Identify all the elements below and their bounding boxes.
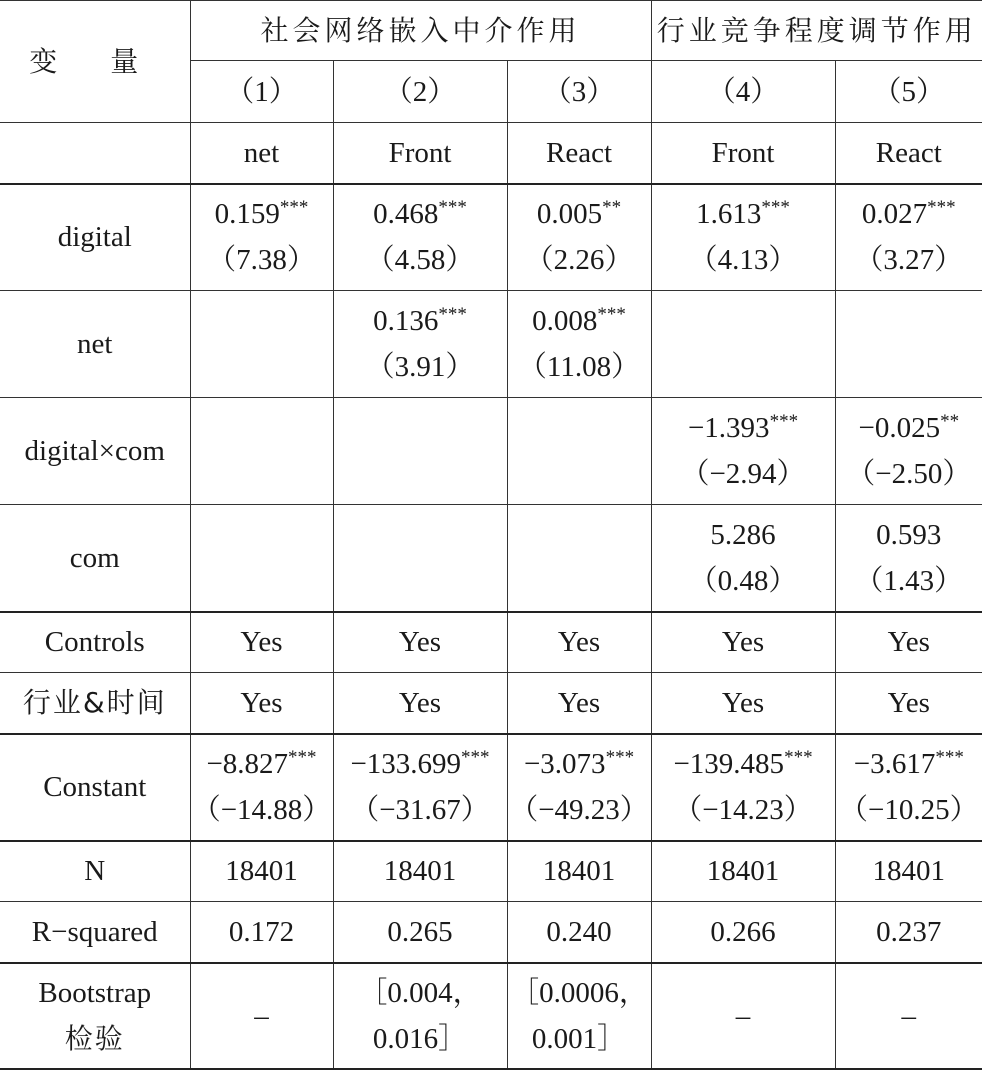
coef-cell (190, 184, 333, 291)
yes-cell: Yes (651, 612, 835, 673)
t-stat: （3.27） (854, 244, 964, 277)
stat-cell: 18401 (333, 841, 507, 902)
bootstrap-cell (651, 963, 835, 1069)
significance-stars: *** (438, 304, 467, 325)
significance-stars: ** (602, 197, 622, 219)
coef-value: 0.159 (214, 198, 280, 231)
dep-var: Front (333, 123, 507, 184)
bootstrap-ci-lower: ［0.004， (358, 976, 482, 1009)
coef-cell (333, 291, 507, 398)
yes-cell: Yes (507, 673, 651, 734)
bootstrap-label: Bootstrap (38, 976, 152, 1009)
stat-cell: 18401 (651, 841, 835, 902)
table-row-1 (0, 291, 982, 398)
table-row-2 (0, 398, 982, 505)
coef-value: 0.136 (373, 305, 439, 337)
t-stat: （4.58） (365, 244, 475, 277)
significance-stars: *** (461, 747, 490, 768)
stat-cell: 0.265 (333, 902, 507, 963)
group-header-mediation: 社会网络嵌入中介作用 (190, 1, 651, 61)
dep-var: Front (651, 123, 835, 184)
t-stat: （−49.23） (509, 794, 649, 826)
bootstrap-cell (507, 963, 651, 1069)
row-label: 行业&时间 (0, 673, 190, 734)
stat-cell: 0.237 (835, 902, 982, 963)
coef-cell (507, 505, 651, 612)
yes-cell: Yes (190, 612, 333, 673)
significance-stars: ** (940, 411, 960, 432)
dep-var: React (507, 123, 651, 184)
yes-cell: Yes (835, 673, 982, 734)
t-stat: （−2.94） (680, 458, 806, 490)
t-stat: （−14.23） (673, 794, 813, 826)
significance-stars: *** (597, 304, 626, 325)
coef-cell (190, 398, 333, 505)
coef-cell (333, 505, 507, 612)
coef-value: −8.827 (206, 748, 289, 780)
coef-cell (835, 291, 982, 398)
row-label: digital (0, 184, 190, 291)
coef-cell (507, 398, 651, 505)
yes-cell: Yes (651, 673, 835, 734)
coef-cell (190, 291, 333, 398)
t-stat: （1.43） (854, 564, 964, 597)
row-label: digital×com (0, 398, 190, 505)
coef-cell (333, 398, 507, 505)
bootstrap-label-cn: 检验 (64, 1021, 125, 1055)
row-label: net (0, 291, 190, 398)
bootstrap-ci-lower: ［0.0006， (510, 976, 648, 1009)
col-number: （3） (507, 61, 651, 123)
table-row-stat-0 (0, 841, 982, 902)
dep-var: net (190, 123, 333, 184)
yes-cell: Yes (190, 673, 333, 734)
table-row-simple-1 (0, 673, 982, 734)
table-row-bootstrap (0, 963, 982, 1069)
yes-cell: Yes (835, 612, 982, 673)
stat-cell: 18401 (835, 841, 982, 902)
significance-stars: *** (288, 747, 317, 768)
coef-value: 0.008 (532, 305, 598, 337)
coef-value: 5.286 (710, 518, 776, 551)
significance-stars: *** (279, 197, 309, 219)
col-number: （1） (190, 61, 333, 123)
t-stat: （2.26） (524, 244, 634, 277)
table-row-constant (0, 734, 982, 841)
coef-value: 0.593 (876, 518, 942, 551)
t-stat: （−14.88） (191, 794, 332, 826)
bootstrap-value: – (901, 999, 917, 1032)
coef-cell (835, 184, 982, 291)
coef-value: −133.699 (350, 748, 462, 780)
t-stat: （11.08） (517, 351, 641, 383)
empty-cell (0, 123, 190, 184)
table-row-simple-0 (0, 612, 982, 673)
col-number: （5） (835, 61, 982, 123)
coef-cell (190, 734, 333, 841)
t-stat: （0.48） (688, 564, 798, 597)
bootstrap-value: – (254, 999, 269, 1032)
coef-value: 1.613 (696, 198, 762, 231)
coef-value: −1.393 (687, 412, 770, 444)
coef-cell (651, 184, 835, 291)
coef-value: −3.617 (853, 748, 936, 780)
coef-cell (507, 734, 651, 841)
row-label: R−squared (0, 902, 190, 963)
significance-stars: *** (605, 747, 635, 768)
coef-value: −139.485 (673, 748, 785, 780)
coef-value: −0.025 (858, 412, 941, 444)
coef-value: 0.027 (861, 198, 928, 231)
significance-stars: *** (935, 747, 964, 768)
t-stat: （−31.67） (350, 794, 490, 826)
significance-stars: *** (761, 197, 790, 219)
t-stat: （−2.50） (846, 458, 972, 490)
yes-cell: Yes (507, 612, 651, 673)
bootstrap-cell (190, 963, 333, 1069)
coef-cell (835, 734, 982, 841)
coef-value: −3.073 (523, 748, 606, 780)
significance-stars: *** (784, 747, 813, 768)
row-label (0, 963, 190, 1069)
yes-cell: Yes (333, 673, 507, 734)
col-number: （2） (333, 61, 507, 123)
stat-cell: 0.266 (651, 902, 835, 963)
coef-cell (507, 291, 651, 398)
t-stat: （−10.25） (838, 794, 979, 826)
stat-cell: 0.172 (190, 902, 333, 963)
dep-var: React (835, 123, 982, 184)
yes-cell: Yes (333, 612, 507, 673)
bootstrap-cell (835, 963, 982, 1069)
header-row-dep-vars (0, 123, 982, 184)
bootstrap-cell (333, 963, 507, 1069)
row-label: Constant (0, 734, 190, 841)
bootstrap-ci-upper: 0.001］ (531, 1022, 627, 1055)
coef-cell (651, 291, 835, 398)
row-label: N (0, 841, 190, 902)
significance-stars: *** (927, 197, 956, 219)
significance-stars: *** (769, 411, 799, 432)
variable-header: 变 量 (0, 1, 190, 123)
coef-cell (333, 184, 507, 291)
table-row-0 (0, 184, 982, 291)
coef-cell (651, 505, 835, 612)
coef-cell (651, 398, 835, 505)
stat-cell: 0.240 (507, 902, 651, 963)
header-row-groups (0, 1, 982, 61)
row-label: com (0, 505, 190, 612)
coef-cell (835, 505, 982, 612)
row-label: Controls (0, 612, 190, 673)
t-stat: （7.38） (207, 244, 316, 277)
coef-cell (333, 734, 507, 841)
t-stat: （4.13） (688, 244, 798, 277)
coef-cell (835, 398, 982, 505)
table-row-3 (0, 505, 982, 612)
coef-value: 0.468 (373, 198, 439, 231)
stat-cell: 18401 (507, 841, 651, 902)
table-row-stat-1 (0, 902, 982, 963)
col-number: （4） (651, 61, 835, 123)
stat-cell: 18401 (190, 841, 333, 902)
coef-cell (651, 734, 835, 841)
coef-cell (507, 184, 651, 291)
coef-value: 0.005 (536, 198, 603, 231)
t-stat: （3.91） (365, 351, 475, 383)
coef-cell (190, 505, 333, 612)
significance-stars: *** (438, 197, 467, 219)
group-header-moderation: 行业竞争程度调节作用 (651, 1, 982, 61)
bootstrap-value: – (735, 999, 751, 1032)
bootstrap-ci-upper: 0.016］ (372, 1022, 468, 1055)
